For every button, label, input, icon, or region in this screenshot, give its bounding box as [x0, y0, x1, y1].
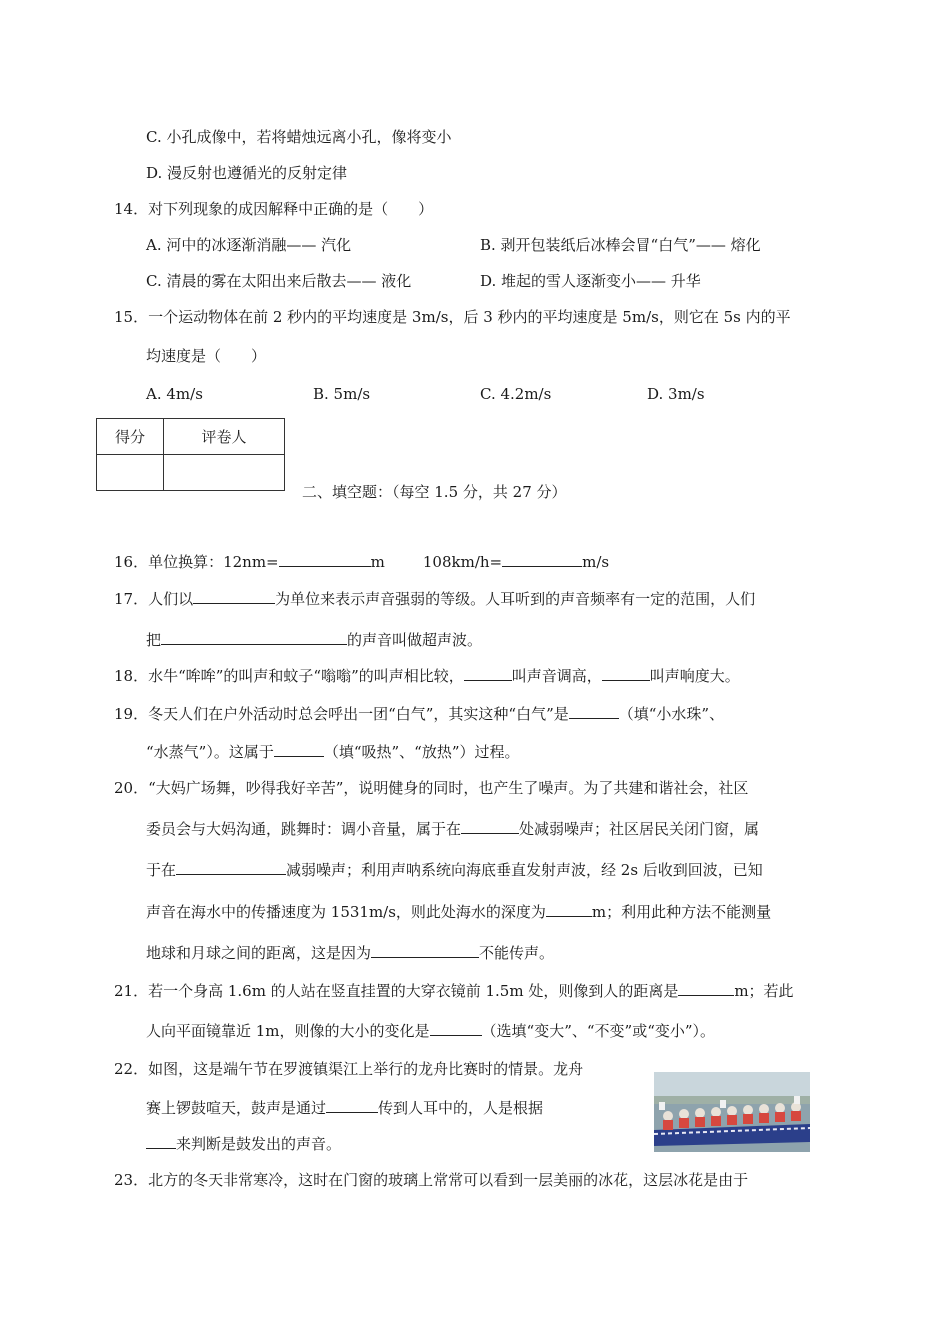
q20-text-3a: 于在 — [146, 861, 177, 879]
q15-stem-line2: 均速度是（ ） — [146, 347, 267, 365]
q14-stem: 14．对下列现象的成因解释中正确的是（ ） — [114, 200, 434, 218]
q22-blank-1 — [326, 1098, 378, 1113]
q22-text-3b: 来判断是鼓发出的声音。 — [176, 1135, 342, 1153]
q17-blank-1 — [193, 589, 275, 604]
q14-option-c: C. 清晨的雾在太阳出来后散去—— 液化 — [146, 272, 412, 290]
q22-text-2a: 赛上锣鼓喧天，鼓声是通过 — [146, 1099, 327, 1117]
q20-text-2a: 委员会与大妈沟通，跳舞时：调小音量，属于在 — [146, 820, 462, 838]
q21-text-2b: （选填“变大”、“不变”或“变小”）。 — [481, 1022, 716, 1040]
q20-blank-3 — [546, 902, 592, 917]
q15-stem-line1: 15．一个运动物体在前 2 秒内的平均速度是 3m/s，后 3 秒内的平均速度是 5m/s，则它在 5s 内的平 — [114, 308, 791, 326]
q15-option-a: A. 4m/s — [146, 385, 203, 403]
q16-text-c: 108km/h= — [422, 553, 503, 571]
q21-blank-2 — [430, 1021, 482, 1036]
q20-line5 — [146, 943, 554, 963]
q14-option-b: B. 剥开包装纸后冰棒会冒“白气”—— 熔化 — [480, 236, 761, 254]
score-table — [96, 418, 285, 491]
q16-text-a: 16．单位换算：12nm= — [114, 553, 279, 571]
q21-text-1a: 21．若一个身高 1.6m 的人站在竖直挂置的大穿衣镜前 1.5m 处，则像到人的距离是 — [114, 982, 679, 1000]
q18-text-a: 18．水牛“哞哞”的叫声和蚊子“嗡嗡”的叫声相比较， — [114, 667, 464, 685]
q16-text-d: m/s — [582, 553, 610, 571]
q17-text-a: 17．人们以 — [114, 590, 194, 608]
q22-line2 — [146, 1098, 543, 1118]
q22-line3 — [146, 1134, 341, 1154]
q22-text-2b: 传到人耳中的，人是根据 — [378, 1099, 544, 1117]
grader-header: 评卷人 — [164, 419, 285, 455]
q15-option-d: D. 3m/s — [647, 385, 705, 403]
q16-text-b: m — [370, 553, 385, 571]
q21-text-2a: 人向平面镜靠近 1m，则像的大小的变化是 — [146, 1022, 430, 1040]
grader-cell — [164, 455, 285, 491]
q18-text-b: 叫声音调高， — [511, 667, 602, 685]
q20-text-5a: 地球和月球之间的距离，这是因为 — [146, 944, 372, 962]
q22-line1: 22．如图，这是端午节在罗渡镇渠江上举行的龙舟比赛时的情景。龙舟 — [114, 1060, 584, 1078]
q21-blank-1 — [678, 981, 734, 996]
q20-text-4b: m；利用此种方法不能测量 — [591, 903, 772, 921]
q19-line2 — [146, 742, 520, 762]
dragon-boat-photo — [654, 1072, 810, 1152]
q20-blank-1 — [461, 819, 519, 834]
q18-text-c: 叫声响度大。 — [649, 667, 740, 685]
q20-text-2b: 处减弱噪声；社区居民关闭门窗，属 — [519, 820, 760, 838]
q17-text-b: 为单位来表示声音强弱的等级。人耳听到的声音频率有一定的范围，人们 — [275, 590, 756, 608]
q20-text-4a: 声音在海水中的传播速度为 1531m/s，则此处海水的深度为 — [146, 903, 546, 921]
q19-text-d: （填“吸热”、“放热”）过程。 — [323, 743, 520, 761]
q20-line4 — [146, 902, 771, 922]
q22-blank-2 — [146, 1134, 176, 1149]
q20-text-3b: 减弱噪声；利用声呐系统向海底垂直发射声波，经 2s 后收到回波，已知 — [286, 861, 763, 879]
q21-text-1b: m；若此 — [734, 982, 794, 1000]
q20-line3 — [146, 860, 763, 880]
q19-line1 — [114, 704, 724, 724]
q16-blank-1 — [279, 552, 371, 567]
q19-blank-1 — [569, 704, 619, 719]
q20-blank-4 — [371, 943, 479, 958]
q20-line1: 20．“大妈广场舞，吵得我好辛苦”，说明健身的同时，也产生了噪声。为了共建和谐社会，社区 — [114, 779, 749, 797]
q17-text-c: 把 — [146, 631, 162, 649]
q18-blank-1 — [464, 666, 512, 681]
q13-option-c: C. 小孔成像中，若将蜡烛远离小孔，像将变小 — [146, 128, 452, 146]
q16-blank-2 — [502, 552, 582, 567]
q20-line2 — [146, 819, 759, 839]
score-cell — [97, 455, 164, 491]
q14-option-a: A. 河中的冰逐渐消融—— 汽化 — [146, 236, 352, 254]
q13-option-d: D. 漫反射也遵循光的反射定律 — [146, 164, 348, 182]
q20-blank-2 — [176, 860, 286, 875]
q15-option-c: C. 4.2m/s — [480, 385, 552, 403]
q20-text-5b: 不能传声。 — [479, 944, 555, 962]
q19-text-c: “水蒸气”）。这属于 — [146, 743, 274, 761]
q17-blank-2 — [161, 630, 347, 645]
score-header: 得分 — [97, 419, 164, 455]
q18-blank-2 — [602, 666, 650, 681]
q14-option-d: D. 堆起的雪人逐渐变小—— 升华 — [480, 272, 701, 290]
q16 — [114, 552, 609, 572]
q17-text-d: 的声音叫做超声波。 — [347, 631, 483, 649]
q21-line1 — [114, 981, 794, 1001]
q19-text-a: 19．冬天人们在户外活动时总会呼出一团“白气”，其实这种“白气”是 — [114, 705, 569, 723]
q21-line2 — [146, 1021, 715, 1041]
q18 — [114, 666, 740, 686]
section-2-title: 二、填空题：（每空 1.5 分，共 27 分） — [302, 483, 567, 501]
q15-option-b: B. 5m/s — [313, 385, 371, 403]
q19-blank-2 — [274, 742, 324, 757]
q17-line2 — [146, 630, 482, 650]
q17-line1 — [114, 589, 755, 609]
q19-text-b: （填“小水珠”、 — [618, 705, 725, 723]
q23-line1: 23．北方的冬天非常寒冷，这时在门窗的玻璃上常常可以看到一层美丽的冰花，这层冰花是由于 — [114, 1171, 749, 1189]
